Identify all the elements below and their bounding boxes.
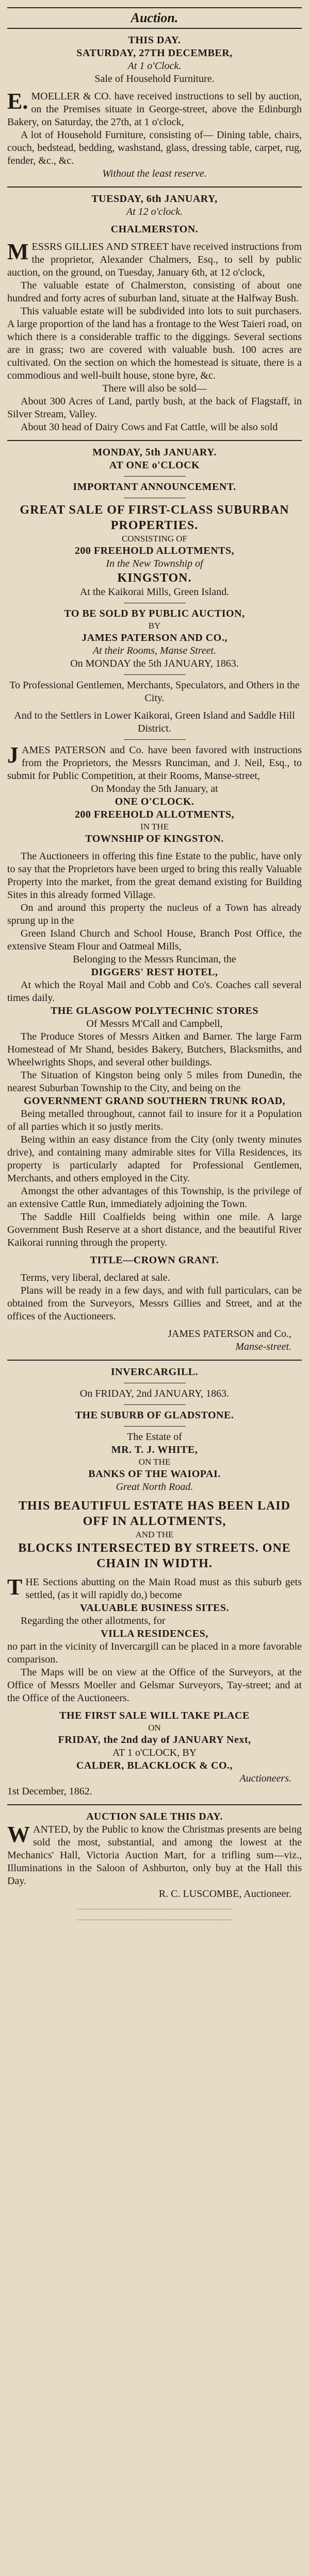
ad4-vicinity: no part in the vicinity of Invercargill can be placed in a more favorable comparison.	[7, 1641, 302, 1665]
ad4-other-allotments: Regarding the other allotments, for	[21, 1615, 166, 1626]
ad1-date: SATURDAY, 27TH DECEMBER,	[76, 47, 233, 59]
ad4-headline: THIS BEAUTIFUL ESTATE HAS BEEN LAID OFF IN ALLOTMENTS,	[19, 1499, 290, 1528]
ad3-plans: Plans will be ready in a few days, and with full particulars, can be obtained from the Surveyors, Messrs Gillies and Street, and at the offices of the Auctioneers.	[7, 1285, 302, 1322]
ad2-estate: The valuable estate of Chalmerston, consisting of about one hundred and forty acres of suburban land, situate at the Halfway Bush.	[7, 280, 302, 304]
ad3-audience-city: To Professional Gentlemen, Merchants, Speculators, and Others in the City.	[9, 680, 300, 704]
ad4-suburb: THE SUBURB OF GLADSTONE.	[75, 1410, 234, 1421]
ad3-one-oclock: ONE O'CLOCK.	[115, 796, 194, 807]
ad3-instructions: JAMES PATERSON and Co. have been favored with instructions from the Proprietors, the Messrs Runciman, and J. Neil, Esq., to submit for Public Competition, at their Rooms, Manse-street,	[7, 742, 302, 782]
ad3-stores: THE GLASGOW POLYTECHNIC STORES	[50, 1005, 259, 1016]
ad3-audience-settlers: And to the Settlers in Lower Kaikorai, Green Island and Saddle Hill District.	[14, 710, 295, 734]
ad3-buildings: Green Island Church and School House, Branch Post Office, the extensive Steam Flour and Oatmeal Mills,	[7, 928, 302, 952]
ad3-signature: JAMES PATERSON and Co.,	[168, 1328, 291, 1340]
ad3-location: At the Kaikorai Mills, Green Island.	[79, 586, 230, 598]
ad4-on: ON	[148, 1723, 161, 1733]
ad-christmas-sale	[7, 1810, 302, 1901]
ad5-body: WANTED, by the Public to know the Christmas presents are being sold the most, substantial, and among the lowest at the Mechanics' Hall, Victoria Auction Mart, for a trifling sum—viz., Illuminations in the Saloon of Ashburton, only buy at the Hall this Day.	[7, 1822, 302, 1887]
ad2-body: MESSRS GILLIES AND STREET have received instructions from the proprietor, Alexander Chalmers, Esq., to sell by public auction, on the ground, on Tuesday, January 6th, at 12 o'clock,	[7, 239, 302, 278]
ad4-dateline: 1st December, 1862.	[7, 1786, 92, 1797]
ad3-consisting: CONSISTING OF	[121, 534, 188, 544]
ad4-and-the: AND THE	[135, 1530, 174, 1539]
ad3-headline: GREAT SALE OF FIRST-CLASS SUBURBAN PROPERTIES.	[20, 503, 289, 532]
ad-gladstone	[7, 1366, 302, 1798]
ad-household-furniture	[7, 34, 302, 180]
ad4-maps: The Maps will be on view at the Office of the Surveyors, at the Office of Messrs Moeller and Gelsmar Surveyors, Tay-street; and at the Office of the Auctioneers.	[7, 1667, 302, 1704]
ad1-body: E.MOELLER & CO. have received instructions to sell by auction, on the Premises situate in George-street, above the Edinburgh Bakery, on Saturday, the 27th, at 1 o'clock,	[7, 89, 302, 128]
ad2-estate-name: CHALMERSTON.	[110, 224, 199, 235]
ad3-distance: Being within an easy distance from the City (only twenty minutes drive), and containing many admirable sites for Villa Residences, its property is particularly adapted for Professional Gentlemen, Merchants, and others employed in the City.	[7, 1134, 302, 1184]
ad1-items: A lot of Household Furniture, consisting of— Dining table, chairs, couch, bedstead, bedding, washstand, glass, dressing table, carpet, rug, fender, &c., &c.	[7, 129, 302, 166]
ad2-land: About 300 Acres of Land, partly bush, at the back of Flagstaff, in Silver Stream, Valley.	[7, 396, 302, 420]
ad3-in-the: IN THE	[140, 822, 169, 832]
ad-kingston	[7, 446, 302, 1353]
ad1-terms: Without the least reserve.	[102, 168, 207, 179]
ad4-sale-time: AT 1 o'CLOCK, BY	[112, 1747, 197, 1758]
ad3-belonging: Belonging to the Messrs Runciman, the	[73, 954, 236, 965]
ad4-owner: MR. T. J. WHITE,	[111, 1444, 198, 1455]
ad4-estate-of: The Estate of	[127, 1431, 182, 1443]
ad3-nucleus: On and around this property the nucleus of a Town has already sprung up in the	[7, 902, 302, 926]
ad3-sale-notice: TO BE SOLD BY PUBLIC AUCTION,	[64, 608, 245, 619]
ad3-auctioneer: JAMES PATERSON AND CO.,	[82, 632, 227, 643]
ad2-date: TUESDAY, 6th JANUARY,	[91, 193, 218, 205]
ad3-produce: The Produce Stores of Messrs Aitken and Barner. The large Farm Homestead of Mr Shand, besides Bakery, Butchers, Blacksmiths, and Wheelwrights Shops, and several other buildings.	[7, 1031, 302, 1068]
ad4-villa: VILLA RESIDENCES,	[101, 1628, 208, 1639]
ad4-on-the: ON THE	[138, 1457, 171, 1467]
ad3-date: MONDAY, 5th JANUARY.	[92, 447, 217, 458]
ad4-business-sites: VALUABLE BUSINESS SITES.	[80, 1602, 229, 1614]
ad4-sale-date: FRIDAY, the 2nd day of JANUARY Next,	[58, 1734, 251, 1745]
ad1-time: At 1 o'Clock.	[127, 60, 182, 72]
ad4-date: On FRIDAY, 2nd JANUARY, 1863.	[79, 1388, 230, 1399]
ad3-title: TITLE—CROWN GRANT.	[90, 1255, 219, 1266]
ad3-township-intro: In the New Township of	[106, 558, 203, 569]
ad4-place: INVERCARGILL.	[110, 1366, 199, 1378]
section-title: Auction.	[7, 7, 302, 29]
ad2-also-sold: There will also be sold—	[102, 383, 207, 394]
ad5-signature: R. C. LUSCOMBE, Auctioneer.	[158, 1888, 291, 1900]
ad3-allotments-2: 200 FREEHOLD ALLOTMENTS,	[74, 809, 235, 820]
ad-divider	[7, 1804, 302, 1805]
ad5-heading: AUCTION SALE THIS DAY.	[86, 1811, 223, 1822]
ad4-auctioneers-label: Auctioneers.	[239, 1773, 291, 1784]
ad4-blocks: BLOCKS INTERSECTED BY STREETS. ONE CHAIN IN WIDTH.	[18, 1541, 291, 1570]
ad3-coaches: At which the Royal Mail and Cobb and Co's. Coaches call several times daily.	[7, 979, 302, 1004]
ad3-allotments: 200 FREEHOLD ALLOTMENTS,	[74, 545, 235, 556]
ad3-advantages: Amongst the other advantages of this Township, is the privilege of an extensive Cattle Run, immediately adjoining the Town.	[7, 1185, 302, 1210]
ad3-on-monday: On Monday the 5th January, at	[91, 783, 218, 794]
ad-divider	[7, 1360, 302, 1361]
ad4-road: Great North Road.	[116, 1481, 193, 1493]
ad3-time: AT ONE o'CLOCK	[109, 460, 200, 471]
ad3-by: BY	[148, 621, 161, 631]
ad3-hotel: DIGGERS' REST HOTEL,	[91, 967, 218, 978]
ad-chalmerston	[7, 193, 302, 434]
ad4-first-sale: THE FIRST SALE WILL TAKE PLACE	[59, 1710, 250, 1721]
ad3-trunk-road: GOVERNMENT GRAND SOUTHERN TRUNK ROAD,	[23, 1095, 286, 1107]
ad3-rooms: At their Rooms, Manse Street.	[92, 645, 217, 656]
ad3-terms: Terms, very liberal, declared at sale.	[21, 1272, 170, 1283]
ad3-metalled: Being metalled throughout, cannot fail to insure for it a Population of all parties which it so justly merits.	[7, 1108, 302, 1132]
ad4-auctioneer: CALDER, BLACKLOCK & CO.,	[76, 1760, 233, 1771]
page-footer-stamp	[77, 1909, 232, 1920]
ad3-offering: The Auctioneers in offering this fine Estate to the public, have only to say that the Proprietors have been urged to bring this really Valuable Property into the market, from the great demand existing for Building Sites in this already formed Village.	[7, 851, 302, 901]
ad3-stores-owner: Of Messrs M'Call and Campbell,	[86, 1018, 223, 1029]
ad3-township: KINGSTON.	[117, 571, 192, 585]
ad1-heading: THIS DAY.	[128, 35, 181, 46]
ad3-township-2: TOWNSHIP OF KINGSTON.	[85, 833, 224, 844]
ad2-cattle: About 30 head of Dairy Cows and Fat Cattle, will be also sold	[21, 421, 278, 433]
ad4-sections: THE Sections abutting on the Main Road must as this suburb gets settled, (as it will rapidly do,) become	[7, 1574, 302, 1601]
ad-divider	[7, 187, 302, 188]
ad3-coalfields: The Saddle Hill Coalfields being within one mile. A large Government Bush Reserve at a short distance, and the beautiful River Kaikorai running through the property.	[7, 1211, 302, 1248]
ad2-description: This valuable estate will be subdivided into lots to suit purchasers. A large proportion of the land has a frontage to the West Taieri road, on which there is a considerable traffic to the diggings. Several sections are in grass; two are covered with valuable bush. 100 acres are cultivated. On the section on which the homestead is situate, there is a commodious and well-built house, stone byre, &c.	[7, 306, 302, 381]
ad1-subject: Sale of Household Furniture.	[94, 73, 215, 84]
newspaper-column	[7, 7, 302, 2576]
ad3-announcement: IMPORTANT ANNOUNCEMENT.	[73, 481, 236, 493]
ad3-situation: The Situation of Kingston being only 5 miles from Dunedin, the nearest Suburban Township to the City, and being on the	[7, 1070, 302, 1094]
ad-divider	[7, 440, 302, 441]
ad3-signature-address: Manse-street.	[235, 1341, 291, 1352]
ad2-time: At 12 o'clock.	[126, 206, 183, 217]
ad4-banks: BANKS OF THE WAIOPAI.	[88, 1468, 221, 1480]
ad3-sale-date: On MONDAY the 5th JANUARY, 1863.	[70, 658, 239, 669]
